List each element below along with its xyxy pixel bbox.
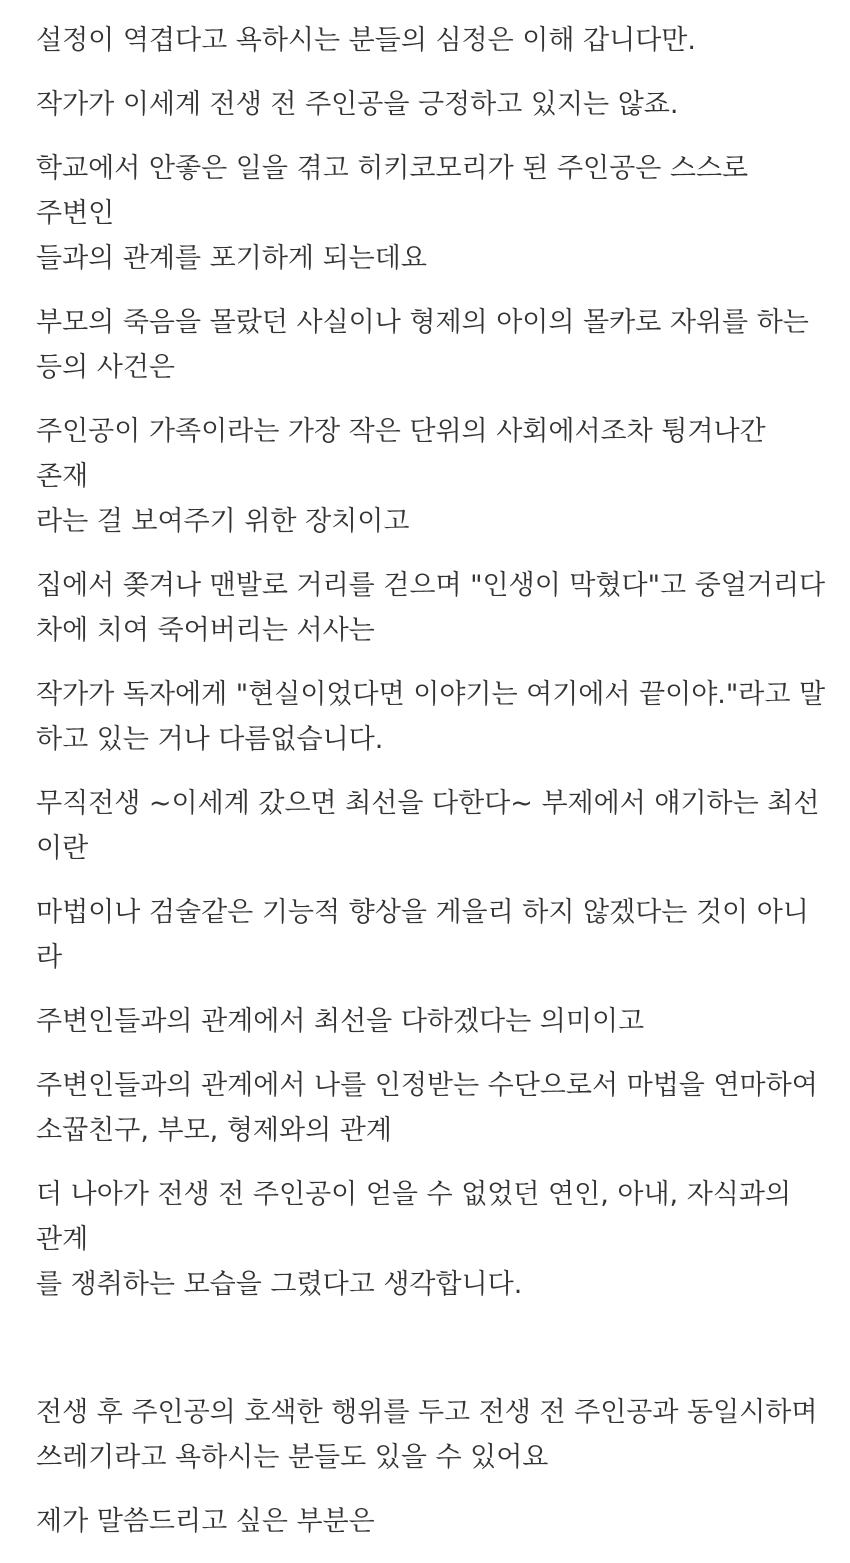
paragraph-7 [36, 672, 826, 762]
paragraph-6 [36, 563, 826, 653]
text-line: 설정이 역겹다고 욕하시는 분들의 심정은 이해 갑니다만. [36, 25, 696, 56]
text-line: 전생 후 주인공의 호색한 행위를 두고 전생 전 주인공과 동일시하며 [36, 1397, 818, 1428]
paragraph-4 [36, 300, 826, 390]
text-line: 쓰레기라고 욕하시는 분들도 있을 수 있어요 [36, 1442, 549, 1473]
text-line: 들과의 관계를 포기하게 되는데요 [36, 243, 427, 274]
paragraph-9 [36, 890, 826, 980]
text-line: 작가가 독자에게 "현실이었다면 이야기는 여기에서 끝이야."라고 말 [36, 679, 826, 710]
text-line: 이란 [36, 833, 89, 864]
text-line: 주변인들과의 관계에서 최선을 다하겠다는 의미이고 [36, 1006, 645, 1037]
text-line: 등의 사건은 [36, 352, 175, 383]
text-line: 소꿉친구, 부모, 형제와의 관계 [36, 1115, 392, 1146]
text-line: 부모의 죽음을 몰랐던 사실이나 형제의 아이의 몰카로 자위를 하는 [36, 307, 809, 338]
text-line: 마법이나 검술같은 기능적 향상을 게을리 하지 않겠다는 것이 아니 [36, 897, 809, 928]
text-line: 주인공이 가족이라는 가장 작은 단위의 사회에서조차 튕겨나간 존재 [36, 416, 766, 492]
article-body [36, 18, 826, 1563]
paragraph-2 [36, 82, 826, 127]
paragraph-3 [36, 146, 826, 281]
text-line: 하고 있는 거나 다름없습니다. [36, 724, 384, 755]
paragraph-13 [36, 1390, 826, 1480]
paragraph-1 [36, 18, 826, 63]
blank-spacer [36, 1326, 826, 1390]
paragraph-14 [36, 1499, 826, 1544]
text-line: 를 쟁취하는 모습을 그렸다고 생각합니다. [36, 1269, 523, 1300]
paragraph-11 [36, 1063, 826, 1153]
text-line: 주변인들과의 관계에서 나를 인정받는 수단으로서 마법을 연마하여 [36, 1070, 818, 1101]
paragraph-5 [36, 409, 826, 544]
text-line: 차에 치여 죽어버리는 서사는 [36, 615, 375, 646]
paragraph-10 [36, 999, 826, 1044]
text-line: 작가가 이세계 전생 전 주인공을 긍정하고 있지는 않죠. [36, 89, 679, 120]
text-line: 무직전생 ~이세계 갔으면 최선을 다한다~ 부제에서 얘기하는 최선 [36, 788, 820, 819]
text-line: 더 나아가 전생 전 주인공이 얻을 수 없었던 연인, 아내, 자식과의 관계 [36, 1179, 792, 1255]
paragraph-12 [36, 1172, 826, 1307]
text-line: 라 [36, 942, 63, 973]
text-line: 학교에서 안좋은 일을 겪고 히키코모리가 된 주인공은 스스로 주변인 [36, 153, 749, 229]
paragraph-8 [36, 781, 826, 871]
text-line: 라는 걸 보여주기 위한 장치이고 [36, 506, 410, 537]
text-line: 집에서 쫒겨나 맨발로 거리를 걷으며 "인생이 막혔다"고 중얼거리다 [36, 570, 826, 601]
text-line: 제가 말씀드리고 싶은 부분은 [36, 1506, 375, 1537]
